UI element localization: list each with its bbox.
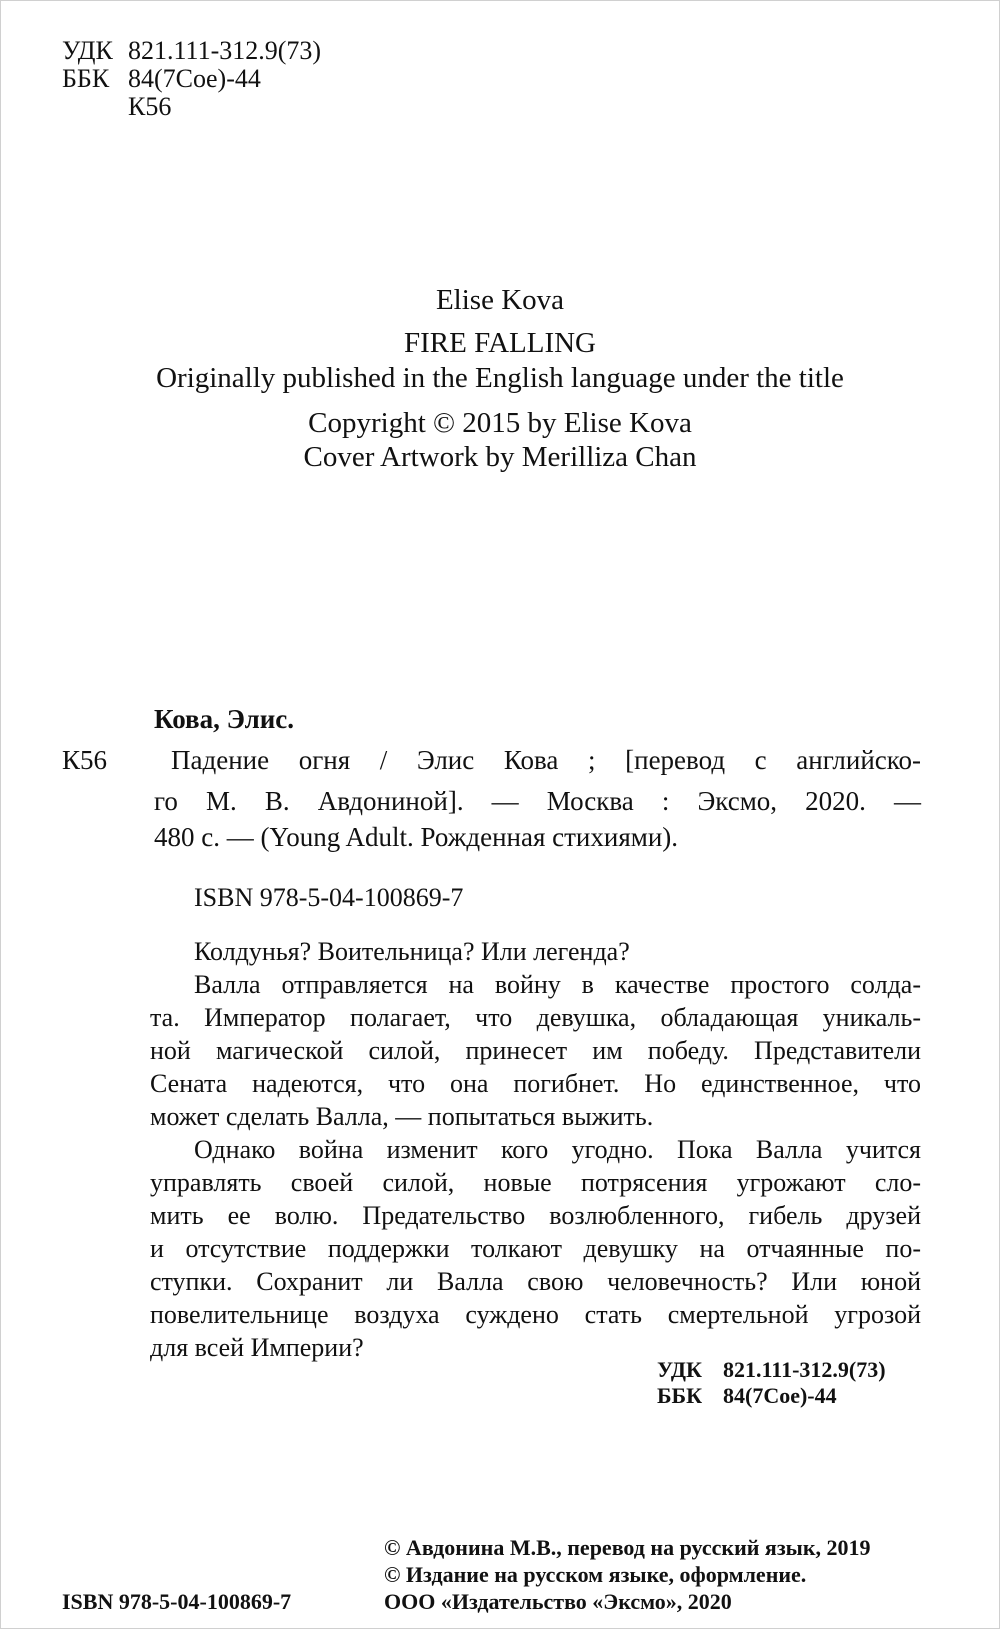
udk-label: УДК (62, 36, 113, 65)
annotation-line: Колдунья? Воительница? Или легенда? (194, 937, 630, 966)
bib-isbn: ISBN 978-5-04-100869-7 (194, 883, 464, 912)
bib-line: го М. В. Авдониной]. — Москва : Эксмо, 2020. — (154, 786, 921, 816)
original-note: Originally published in the English language under the title (156, 362, 844, 394)
copyright-line: Copyright © 2015 by Elise Kova (308, 407, 692, 439)
footer-isbn: ISBN 978-5-04-100869-7 (62, 1589, 292, 1614)
bib-line: 480 с. — (Young Adult. Рожденная стихиями). (154, 822, 679, 852)
annotation-line: мить ее волю. Предательство возлюбленного, гибель друзей (150, 1201, 921, 1230)
annotation-line: ступки. Сохранит ли Валла свою человечность? Или юной (150, 1267, 921, 1296)
udk-value: 821.111-312.9(73) (128, 36, 322, 65)
copyright-publisher: ООО «Издательство «Эксмо», 2020 (384, 1589, 732, 1614)
bib-line: Падение огня / Элис Кова ; [перевод с английско- (171, 745, 921, 775)
annotation-line: Валла отправляется на войну в качестве простого солда- (194, 970, 921, 999)
original-title: FIRE FALLING (404, 327, 596, 359)
bbk-label: ББК (62, 64, 110, 93)
annotation-line: управлять своей силой, новые потрясения угрожают сло- (150, 1168, 921, 1197)
annotation-line: ной магической силой, принесет им победу. Представители (150, 1036, 921, 1065)
class-udk-value: 821.111-312.9(73) (723, 1357, 886, 1382)
original-author: Elise Kova (435, 284, 565, 316)
class-bbk-label: ББК (657, 1383, 703, 1408)
bbk-value: 84(7Coe)-44 (128, 64, 261, 93)
annotation-line: повелительнице воздуха суждено стать смертельной угрозой (150, 1300, 921, 1329)
copyright-translation: © Авдонина М.В., перевод на русский язык, 2019 (384, 1535, 871, 1560)
cover-credit: Cover Artwork by Merilliza Chan (303, 441, 697, 473)
annotation-line: для всей Империи? (150, 1333, 364, 1362)
annotation-line: Сената надеются, что она погибнет. Но единственное, что (150, 1069, 921, 1098)
class-bbk-value: 84(7Coe)-44 (723, 1383, 837, 1408)
class-udk-label: УДК (657, 1357, 703, 1382)
copyright-edition: © Издание на русском языке, оформление. (384, 1562, 807, 1587)
annotation-line: может сделать Валла, — попытаться выжить. (150, 1102, 654, 1131)
annotation-line: та. Император полагает, что девушка, обладающая уникаль- (150, 1003, 921, 1032)
author-mark: К56 (128, 92, 172, 121)
annotation-line: и отсутствие поддержки толкают девушку на отчаянные по- (150, 1234, 921, 1263)
author-heading: Кова, Элис. (154, 704, 295, 734)
bib-mark: К56 (62, 745, 108, 775)
annotation-line: Однако война изменит кого угодно. Пока Валла учится (194, 1135, 921, 1164)
